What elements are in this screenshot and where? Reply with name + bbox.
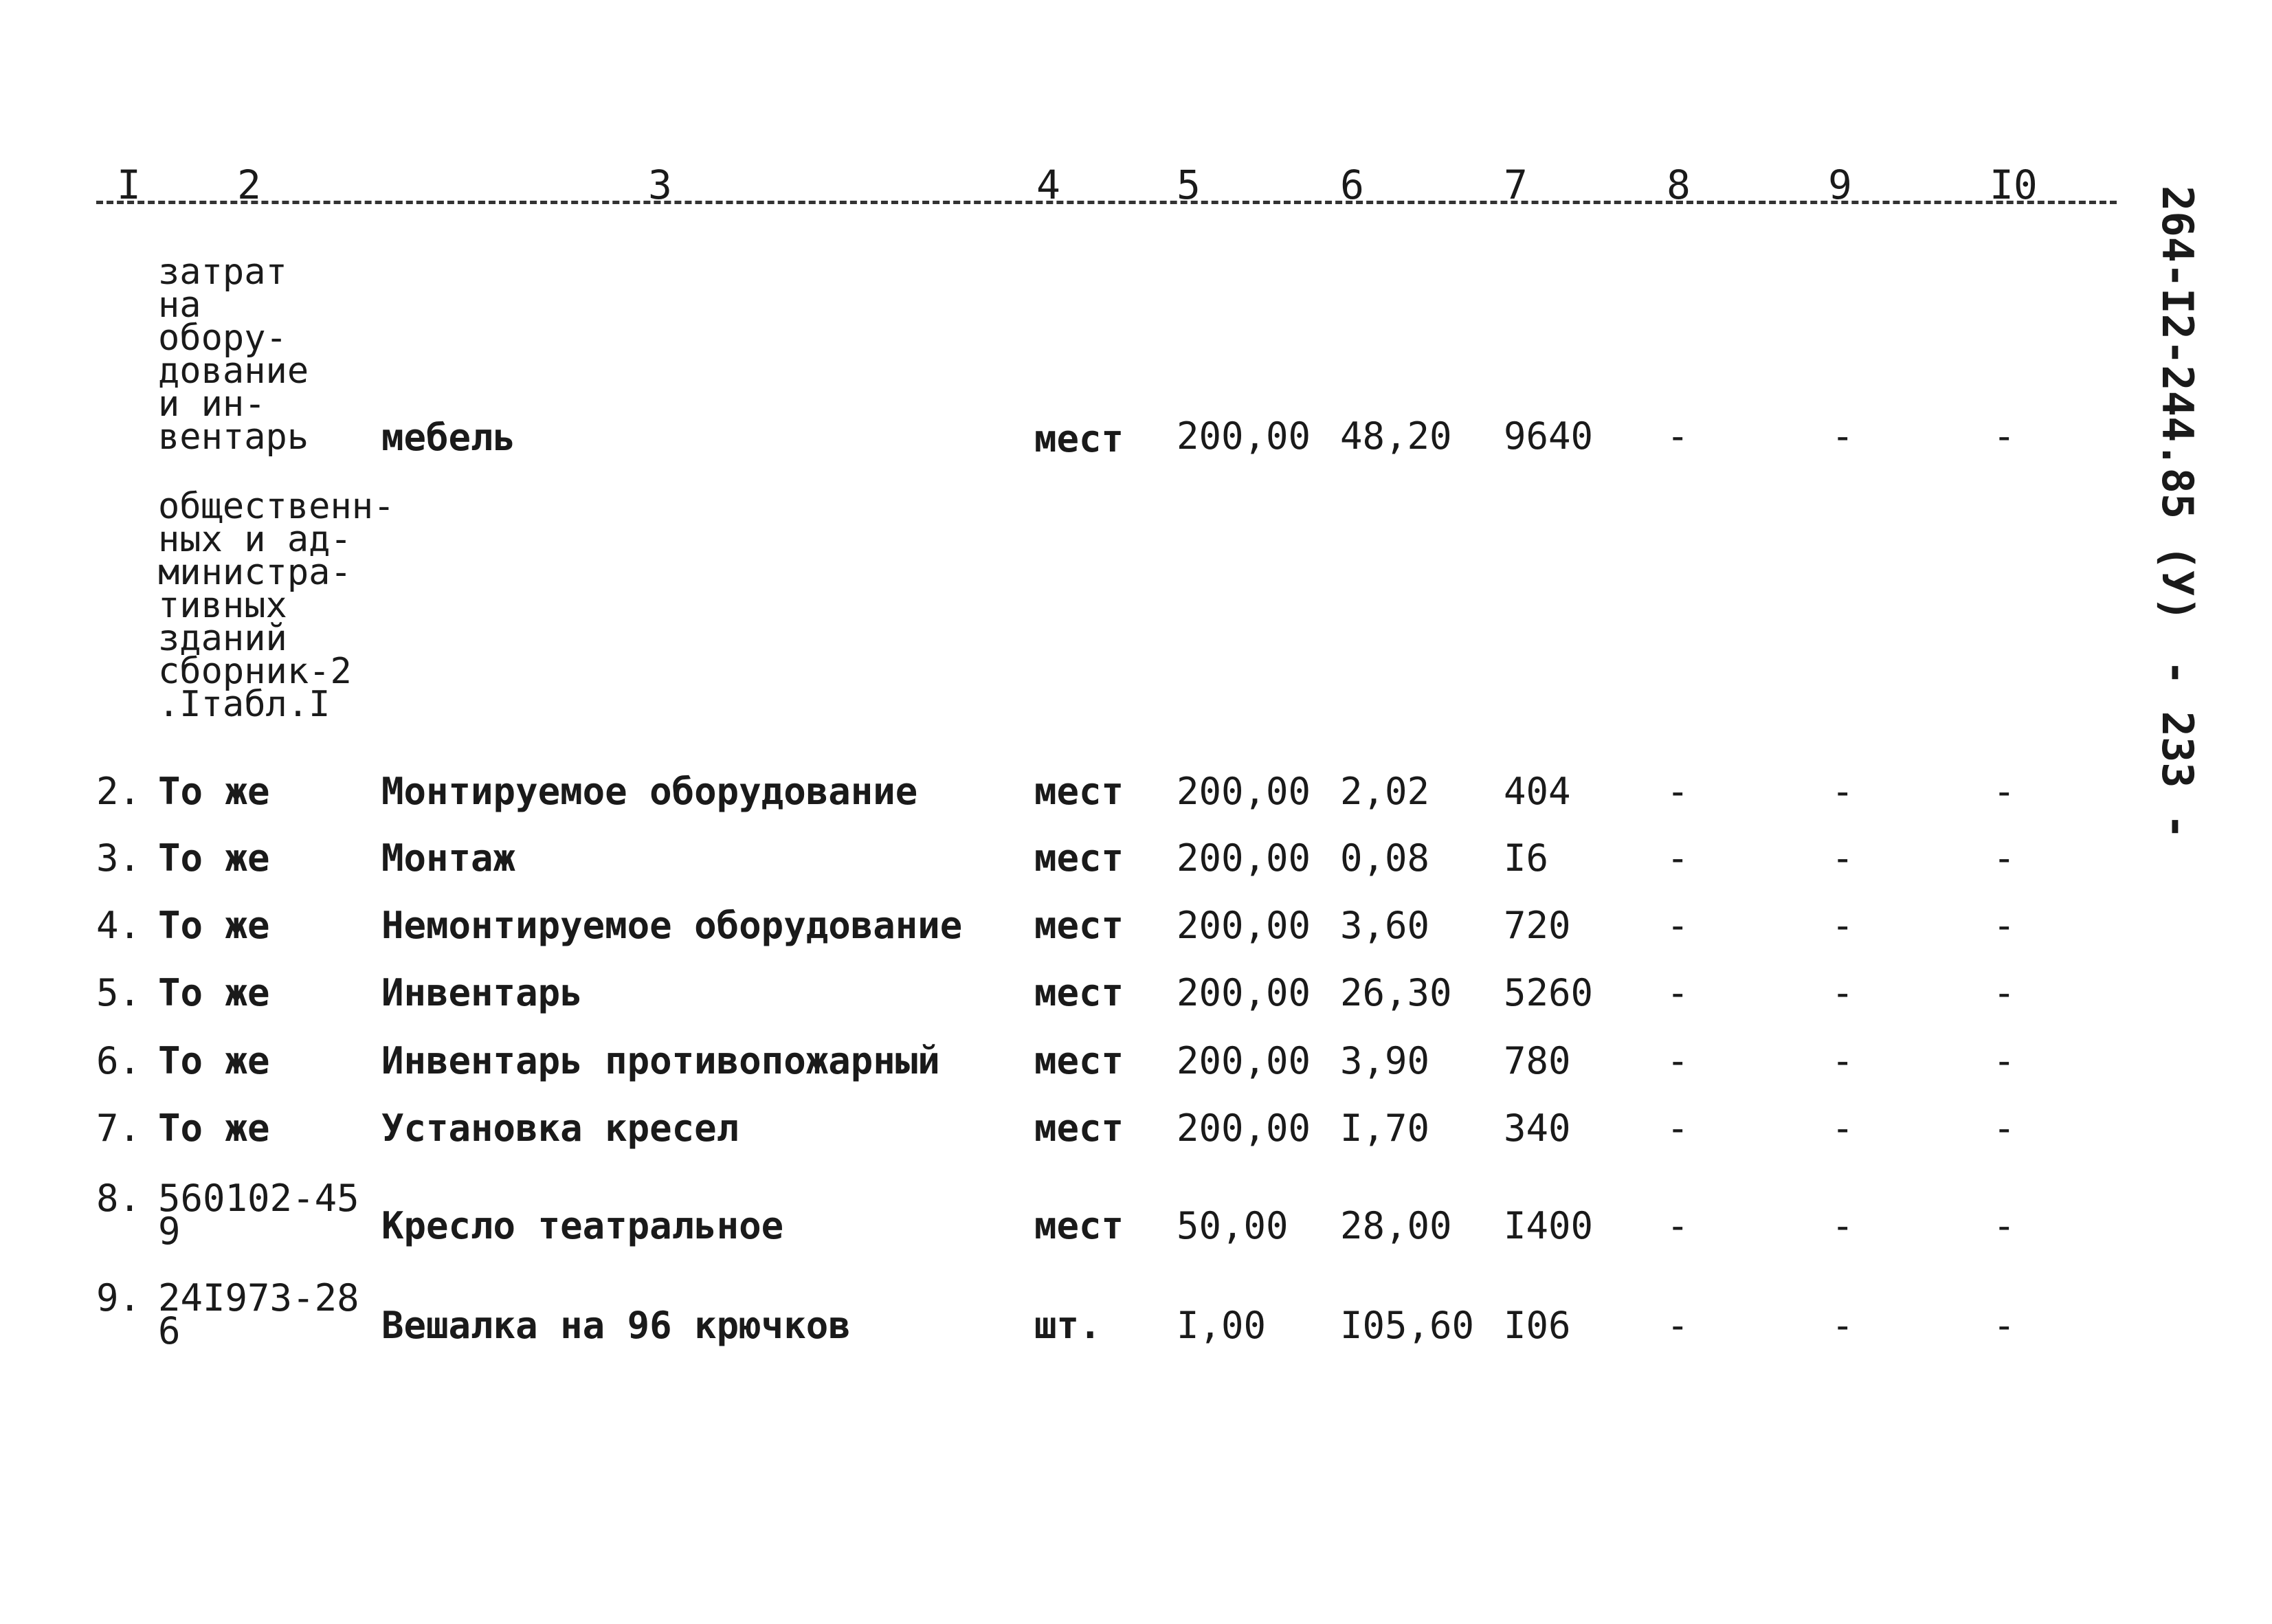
row-col9: - <box>1831 836 1854 880</box>
row-price: 3,90 <box>1340 1039 1430 1082</box>
first-row-price: 48,20 <box>1340 414 1452 458</box>
row-total: I06 <box>1504 1304 1571 1347</box>
row-col8: - <box>1667 770 1689 813</box>
row-unit: шт. <box>1034 1304 1102 1347</box>
row-col9: - <box>1831 770 1854 813</box>
row-col8: - <box>1667 971 1689 1014</box>
row-basis: То же <box>158 904 270 947</box>
row-total: 5260 <box>1504 971 1594 1014</box>
row-basis: То же <box>158 1039 270 1082</box>
row-price: 0,08 <box>1340 836 1430 880</box>
row-price: I05,60 <box>1340 1304 1475 1347</box>
row-price: 3,60 <box>1340 904 1430 947</box>
first-row-unit: мест <box>1034 417 1124 460</box>
row-qty: 200,00 <box>1177 971 1311 1014</box>
row-unit: мест <box>1034 770 1124 813</box>
header-col-10: I0 <box>1990 162 2038 208</box>
row-qty: 50,00 <box>1177 1204 1289 1247</box>
row-basis: 560102-45 <box>158 1177 359 1220</box>
row-unit: мест <box>1034 1106 1124 1150</box>
row-qty: 200,00 <box>1177 770 1311 813</box>
row-col9: - <box>1831 1106 1854 1150</box>
row-qty: 200,00 <box>1177 1106 1311 1150</box>
document-code: 264-I2-244.85 (У) <box>2152 186 2203 622</box>
header-col-6: 6 <box>1340 162 1364 208</box>
row-col9: - <box>1831 904 1854 947</box>
row-total: I400 <box>1504 1204 1594 1247</box>
row-price: 2,02 <box>1340 770 1430 813</box>
row-number: 9. <box>96 1276 142 1320</box>
row-basis-suffix: 9 <box>158 1210 181 1253</box>
row-basis: То же <box>158 770 270 813</box>
row-col9: - <box>1831 1304 1854 1347</box>
row-total: 780 <box>1504 1039 1571 1082</box>
row-col10: - <box>1993 1106 2016 1150</box>
row-name: Инвентарь противопожарный <box>381 1039 940 1082</box>
row-col10: - <box>1993 1304 2016 1347</box>
row-basis: То же <box>158 971 270 1014</box>
row-col10: - <box>1993 836 2016 880</box>
row-basis: То же <box>158 1106 270 1150</box>
first-row-total: 9640 <box>1504 414 1594 458</box>
row-name: Установка кресел <box>381 1106 739 1150</box>
row-col9: - <box>1831 1039 1854 1082</box>
row-price: I,70 <box>1340 1106 1430 1150</box>
header-divider <box>96 201 2117 204</box>
row-col8: - <box>1667 1204 1689 1247</box>
row-unit: мест <box>1034 971 1124 1014</box>
first-row-name: мебель <box>381 416 516 459</box>
header-col-3: 3 <box>648 162 672 208</box>
header-col-4: 4 <box>1036 162 1060 208</box>
row-name: Кресло театральное <box>381 1204 784 1247</box>
row-qty: 200,00 <box>1177 1039 1311 1082</box>
first-row-col9: - <box>1831 414 1854 458</box>
row-total: 340 <box>1504 1106 1571 1150</box>
row-number: 4. <box>96 904 142 947</box>
first-row-basis: затрат на обору- дование и ин- вентарь <box>158 252 309 458</box>
row-basis: 24I973-28 <box>158 1276 359 1320</box>
row-qty: 200,00 <box>1177 836 1311 880</box>
row-unit: мест <box>1034 1039 1124 1082</box>
row-unit: мест <box>1034 1204 1124 1247</box>
header-col-2: 2 <box>237 162 261 208</box>
row-total: 720 <box>1504 904 1571 947</box>
row-number: 7. <box>96 1106 142 1150</box>
row-col8: - <box>1667 1304 1689 1347</box>
row-col9: - <box>1831 971 1854 1014</box>
row-name: Вешалка на 96 крючков <box>381 1304 851 1347</box>
row-col10: - <box>1993 1039 2016 1082</box>
row-number: 5. <box>96 971 142 1014</box>
row-unit: мест <box>1034 904 1124 947</box>
header-col-7: 7 <box>1504 162 1528 208</box>
row-col8: - <box>1667 904 1689 947</box>
row-col8: - <box>1667 1106 1689 1150</box>
header-col-5: 5 <box>1177 162 1201 208</box>
row-total: 404 <box>1504 770 1571 813</box>
row-name: Монтаж <box>381 836 516 880</box>
row-price: 26,30 <box>1340 971 1452 1014</box>
row-number: 2. <box>96 770 142 813</box>
row-number: 6. <box>96 1039 142 1082</box>
row-basis: То же <box>158 836 270 880</box>
header-col-1: I <box>117 162 141 208</box>
header-col-9: 9 <box>1828 162 1852 208</box>
row-col9: - <box>1831 1204 1854 1247</box>
first-row-col10: - <box>1993 414 2016 458</box>
row-unit: мест <box>1034 836 1124 880</box>
row-name: Немонтируемое оборудование <box>381 904 963 947</box>
row-name: Монтируемое оборудование <box>381 770 918 813</box>
first-row-col8: - <box>1667 414 1689 458</box>
row-col8: - <box>1667 836 1689 880</box>
row-number: 3. <box>96 836 142 880</box>
row-name: Инвентарь <box>381 971 583 1014</box>
row-basis-suffix: 6 <box>158 1309 181 1353</box>
header-col-8: 8 <box>1667 162 1691 208</box>
first-row-basis-cont: общественн- ных и ад- министра- тивных зданий сборник-2 .Iтабл.I <box>158 486 395 725</box>
page-number: - 233 - <box>2152 660 2203 840</box>
row-col8: - <box>1667 1039 1689 1082</box>
row-qty: I,00 <box>1177 1304 1267 1347</box>
row-price: 28,00 <box>1340 1204 1452 1247</box>
row-col10: - <box>1993 1204 2016 1247</box>
row-col10: - <box>1993 971 2016 1014</box>
row-col10: - <box>1993 770 2016 813</box>
row-col10: - <box>1993 904 2016 947</box>
row-total: I6 <box>1504 836 1549 880</box>
row-qty: 200,00 <box>1177 904 1311 947</box>
first-row-qty: 200,00 <box>1177 414 1311 458</box>
row-number: 8. <box>96 1177 142 1220</box>
